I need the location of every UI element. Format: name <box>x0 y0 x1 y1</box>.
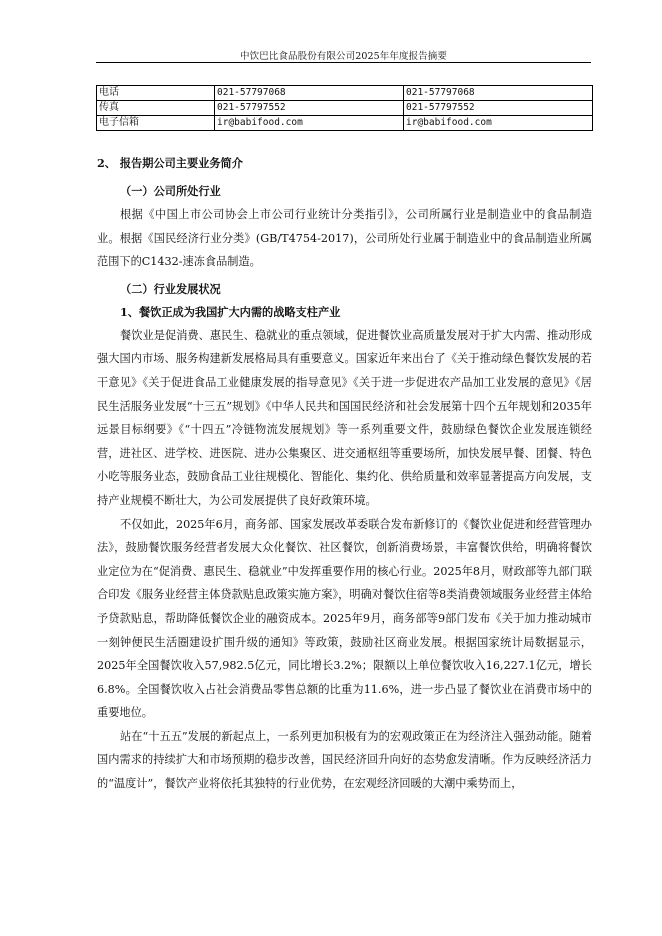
phone-label: 电话 <box>97 86 215 101</box>
page-header-title: 中饮巴比食品股份有限公司2025年年度报告摘要 <box>240 51 447 62</box>
fax-label: 传真 <box>97 101 215 116</box>
phone-value-secretary: 021-57797068 <box>215 86 404 101</box>
subsection-industry-heading: （一）公司所处行业 <box>120 184 221 198</box>
email-value-secretary[interactable]: ir@babifood.com <box>215 116 404 131</box>
section-2-heading: 2、 报告期公司主要业务简介 <box>97 156 243 170</box>
statistics-paragraph: 不仅如此，2025年6月，商务部、国家发展改革委联合发布新修订的《餐饮业促进和经营管理办法》，鼓励餐饮服务经营者发展大众化餐饮、社区餐饮，创新消费场景，丰富餐饮供给，明确将餐饮业定位为在“促消费、惠民生、稳就业”中发挥重要作用的核心行业。2025年8月，财政部等九部门联合印发《服务业经营主体贷款贴息政策实施方案》，明确对餐饮住宿等8类消费领域服务业经营主体给予贷款贴息，帮助降低餐饮企业的融资成本。2025年9月，商务部等9部门发布《关于加力推动城市一刻钟便民生活圈建设扩围升级的通知》等政策，鼓励社区商业发展。根据国家统计局数据显示，2025年全国餐饮收入57,982.5亿元，同比增长3.2%；限额以上单位餐饮收入16,227.1亿元，增长6.8%。全国餐饮收入占社会消费品零售总额的比重为11.6%，进一步凸显了餐饮业在消费市场中的重要地位。 <box>97 517 592 720</box>
table-row <box>97 116 593 131</box>
header-rule <box>96 62 591 63</box>
email-value-representative[interactable]: ir@babifood.com <box>404 116 593 131</box>
phone-value-representative: 021-57797068 <box>404 86 593 101</box>
table-row <box>97 86 593 101</box>
section-business-overview <box>97 152 592 796</box>
industry-paragraph: 根据《中国上市公司协会上市公司行业统计分类指引》，公司所属行业是制造业中的食品制造业。根据《国民经济行业分类》(GB/T4754-2017)，公司所处行业属于制造业中的食品制造业所属范围下的C1432-速冻食品制造。 <box>97 208 592 269</box>
table-row <box>97 101 593 116</box>
contact-table <box>96 85 593 131</box>
outlook-paragraph: 站在“十五五”发展的新起点上，一系列更加积极有为的宏观政策正在为经济注入强劲动能。随着国内需求的持续扩大和市场预期的稳步改善，国民经济回升向好的态势愈发清晰。作为反映经济活力的“温度计”，餐饮产业将依托其独特的行业优势，在宏观经济回暖的大潮中乘势而上， <box>97 729 592 791</box>
fax-value-secretary: 021-57797552 <box>215 101 404 116</box>
policy-paragraph: 餐饮业是促消费、惠民生、稳就业的重点领域，促进餐饮业高质量发展对于扩大内需、推动形成强大国内市场、服务构建新发展格局具有重要意义。国家近年来出台了《关于推动绿色餐饮发展的若干意见》《关于促进食品工业健康发展的指导意见》《关于进一步促进农产品加工业发展的意见》《居民生活服务业发展“十三五”规划》《中华人民共和国国民经济和社会发展第十四个五年规划和2035年远景目标纲要》《“十四五”冷链物流发展规划》等一系列重要文件，鼓励绿色餐饮企业发展连锁经营，进社区、进学校、进医院、进办公集聚区、进交通枢纽等重要场所，加快发展早餐、团餐、特色小吃等服务业态，鼓励食品工业往规模化、智能化、集约化、供给质量和效率显著提高方向发展，支持产业规模不断壮大，为公司发展提供了良好政策环境。 <box>97 328 592 507</box>
email-label: 电子信箱 <box>97 116 215 131</box>
subsection-development-heading: （二）行业发展状况 <box>120 281 221 296</box>
item-1-heading: 1、餐饮正成为我国扩大内需的战略支柱产业 <box>120 304 341 319</box>
fax-value-representative: 021-57797552 <box>404 101 593 116</box>
